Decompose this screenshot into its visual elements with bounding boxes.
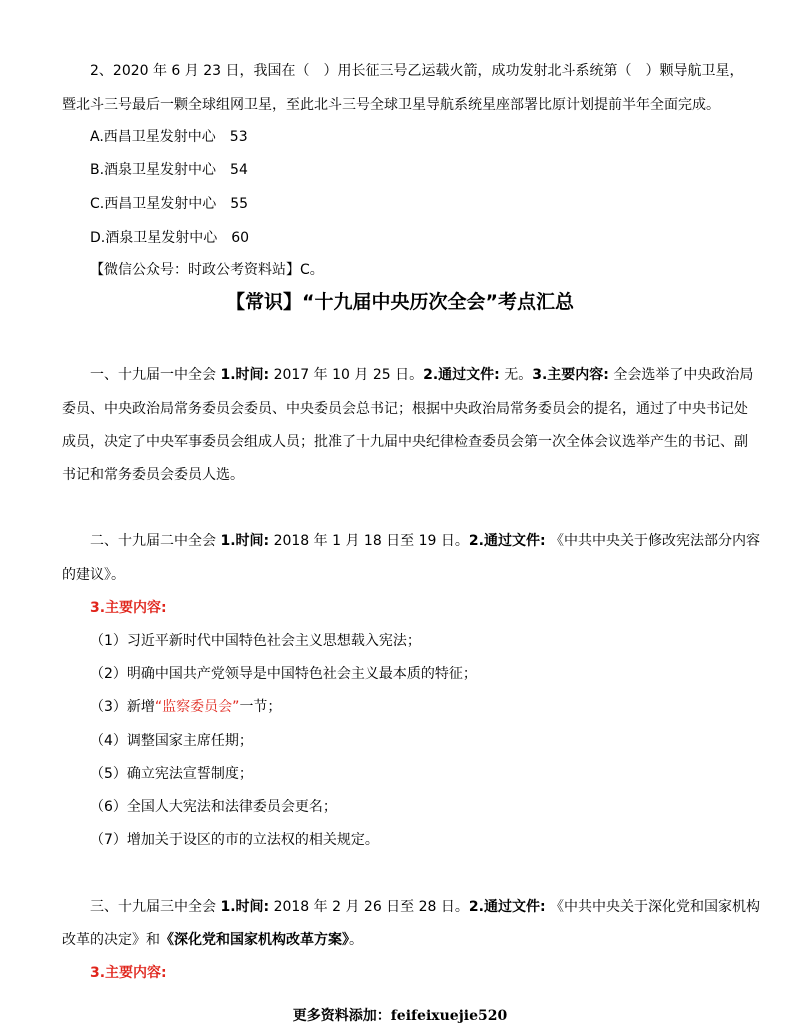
s2-time-value: 2018 年 1 月 18 日至 19 日。 [269,533,469,549]
s1-content-label: 3.主要内容: [532,367,609,383]
s2-item-5: （5）确立宪法宣誓制度； [90,766,253,782]
s1-time-value: 2017 年 10 月 25 日。 [269,367,424,383]
option-c: C.西昌卫星发射中心 55 [90,196,249,212]
option-d: D.酒泉卫星发射中心 60 [90,230,250,246]
section-title: 【常识】“十九届中央历次全会”考点汇总 [226,291,574,313]
s3-time-value: 2018 年 2 月 26 日至 28 日。 [269,899,469,915]
s2-doc-value: 《中共中央关于修改宪法部分内容 [545,533,761,549]
s1-line-2: 委员、中央政治局常务委员会委员、中央委员会总书记；根据中央政治局常务委员会的提名，通过了中央书记处 [62,401,748,417]
s1-line-3: 成员，决定了中央军事委员会组成人员；批准了十九届中央纪律检查委员会第一次全体会议选举产生的书记、副 [62,434,748,450]
s1-prefix: 一、十九届一中全会 [90,367,221,383]
s2-item-7: （7）增加关于设区的市的立法权的相关规定。 [90,832,379,848]
s2-item-2: （2）明确中国共产党领导是中国特色社会主义最本质的特征； [90,666,477,682]
s3-doc-label: 2.通过文件: [468,899,546,915]
s2-time-label: 1.时间: [220,533,270,549]
s3-line-2 [62,930,363,950]
s2-item-3-suffix: 一节； [239,699,282,715]
s1-doc-value: 无。 [499,367,533,383]
s2-content-label: 3.主要内容: [90,600,167,616]
s1-doc-label: 2.通过文件: [423,367,500,383]
s2-line-2: 的建议》。 [62,567,125,583]
footer-text: 更多资料添加：feifeixuejie520 [292,1008,508,1024]
s3-line-2-c: 。 [349,932,363,948]
s2-item-3 [90,697,281,717]
s3-line-2-a: 改革的决定》和 [62,932,160,948]
s2-item-3-highlight: “监察委员会” [154,699,240,715]
s2-doc-label: 2.通过文件: [468,533,546,549]
s2-item-6: （6）全国人大宪法和法律委员会更名； [90,799,337,815]
s3-line-1 [90,897,760,917]
s2-item-3-prefix: （3）新增 [90,699,155,715]
s3-doc-value: 《中共中央关于深化党和国家机构 [545,899,761,915]
question-line-1: 2、2020 年 6 月 23 日，我国在（ ）用长征三号乙运载火箭，成功发射北斗系统第（ ）颗导航卫星， [90,63,744,79]
answer-line: 【微信公众号：时政公考资料站】C。 [90,262,324,278]
s1-line-1-rest: 全会选举了中央政治局 [608,367,754,383]
s1-line-1 [90,365,753,385]
question-line-2: 暨北斗三号最后一颗全球组网卫星，至此北斗三号全球卫星导航系统星座部署比原计划提前半年全面完成。 [62,97,720,113]
s3-time-label: 1.时间: [220,899,270,915]
option-a: A.西昌卫星发射中心 53 [90,129,248,145]
s2-item-4: （4）调整国家主席任期； [90,733,253,749]
s2-line-1 [90,531,760,551]
s2-item-1: （1）习近平新时代中国特色社会主义思想载入宪法； [90,633,421,649]
option-b: B.酒泉卫星发射中心 54 [90,162,248,178]
s2-prefix: 二、十九届二中全会 [90,533,221,549]
s3-line-2-b: 《深化党和国家机构改革方案》 [160,932,349,948]
s3-content-label: 3.主要内容: [90,965,167,981]
s1-time-label: 1.时间: [220,367,270,383]
s3-prefix: 三、十九届三中全会 [90,899,221,915]
s1-line-4: 书记和常务委员会委员人选。 [62,467,244,483]
